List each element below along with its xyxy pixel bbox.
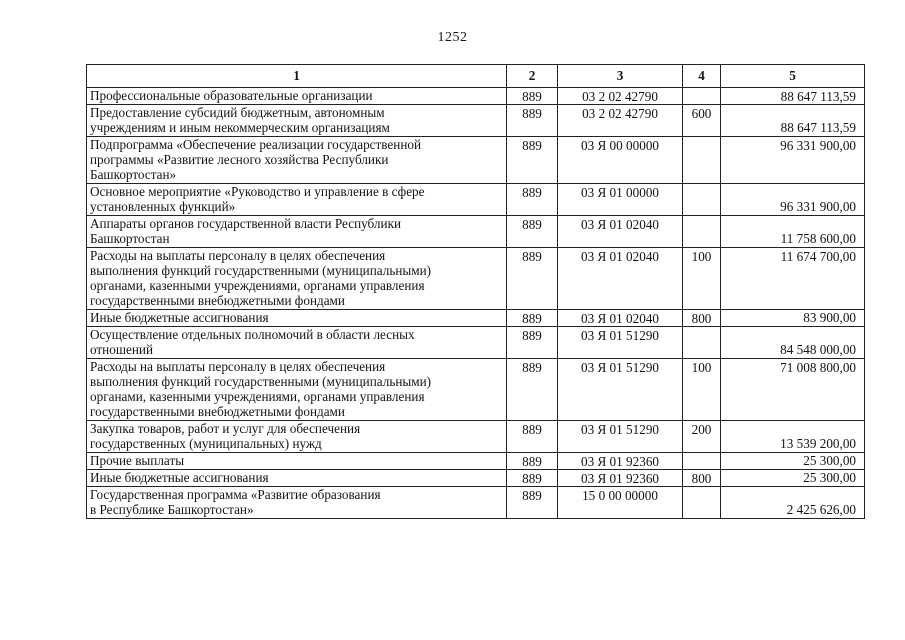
row-sum: 13 539 200,00	[721, 421, 865, 453]
table-row	[87, 184, 865, 216]
row-vr-code	[683, 88, 721, 105]
row-name-line: Подпрограмма «Обеспечение реализации государственной	[90, 137, 422, 152]
row-sum: 88 647 113,59	[721, 88, 865, 105]
table-row	[87, 487, 865, 519]
table-row	[87, 421, 865, 453]
table-row	[87, 105, 865, 137]
header-col-3: 3	[558, 65, 683, 88]
row-name-line: Расходы на выплаты персоналу в целях обеспечения	[90, 359, 386, 374]
row-name	[87, 470, 507, 487]
row-name	[87, 105, 507, 137]
row-vr-code	[683, 184, 721, 216]
row-code: 889	[507, 216, 558, 248]
row-code: 889	[507, 248, 558, 310]
row-name-line: отношений	[90, 342, 154, 357]
row-name-line: органами, казенными учреждениями, органами управления	[90, 389, 425, 404]
row-name-line: Государственная программа «Развитие образования	[90, 487, 381, 502]
header-col-4: 4	[683, 65, 721, 88]
row-name-line: государственными внебюджетными фондами	[90, 293, 345, 308]
row-code: 889	[507, 105, 558, 137]
row-code: 889	[507, 453, 558, 470]
row-name-line: Башкортостан»	[90, 167, 177, 182]
row-csr-code: 03 Я 00 00000	[558, 137, 683, 184]
row-name-line: государственных (муниципальных) нужд	[90, 436, 322, 451]
row-csr-code: 03 Я 01 92360	[558, 470, 683, 487]
row-csr-code: 03 Я 01 02040	[558, 310, 683, 327]
row-csr-code: 03 Я 01 51290	[558, 421, 683, 453]
table-row	[87, 216, 865, 248]
row-csr-code: 15 0 00 00000	[558, 487, 683, 519]
row-name-line: Прочие выплаты	[90, 453, 185, 468]
row-vr-code: 600	[683, 105, 721, 137]
row-vr-code	[683, 487, 721, 519]
row-name	[87, 421, 507, 453]
row-name-line: государственными внебюджетными фондами	[90, 404, 345, 419]
row-csr-code: 03 Я 01 02040	[558, 248, 683, 310]
row-code: 889	[507, 359, 558, 421]
row-name-line: Иные бюджетные ассигнования	[90, 310, 269, 325]
row-name-line: Аппараты органов государственной власти Республики	[90, 216, 402, 231]
table-row	[87, 88, 865, 105]
budget-table	[86, 64, 865, 519]
table-row	[87, 310, 865, 327]
row-sum: 84 548 000,00	[721, 327, 865, 359]
row-vr-code: 800	[683, 310, 721, 327]
row-name-line: выполнения функций государственными (муниципальными)	[90, 263, 432, 278]
row-sum: 25 300,00	[721, 453, 865, 470]
row-sum: 11 758 600,00	[721, 216, 865, 248]
row-name-line: Основное мероприятие «Руководство и управление в сфере	[90, 184, 425, 199]
header-col-2: 2	[507, 65, 558, 88]
row-vr-code: 100	[683, 359, 721, 421]
header-col-5: 5	[721, 65, 865, 88]
row-sum: 71 008 800,00	[721, 359, 865, 421]
row-name	[87, 248, 507, 310]
table-row	[87, 137, 865, 184]
row-code: 889	[507, 421, 558, 453]
row-vr-code	[683, 216, 721, 248]
row-name	[87, 216, 507, 248]
row-vr-code	[683, 453, 721, 470]
row-name-line: Башкортостан	[90, 231, 170, 246]
row-csr-code: 03 Я 01 51290	[558, 327, 683, 359]
table-header-row	[87, 65, 865, 88]
table-row	[87, 359, 865, 421]
row-code: 889	[507, 88, 558, 105]
row-code: 889	[507, 327, 558, 359]
row-name-line: Закупка товаров, работ и услуг для обеспечения	[90, 421, 361, 436]
row-name	[87, 453, 507, 470]
row-sum: 96 331 900,00	[721, 137, 865, 184]
row-vr-code: 100	[683, 248, 721, 310]
row-code: 889	[507, 487, 558, 519]
row-name	[87, 88, 507, 105]
row-name	[87, 359, 507, 421]
row-vr-code: 200	[683, 421, 721, 453]
row-code: 889	[507, 470, 558, 487]
row-csr-code: 03 Я 01 51290	[558, 359, 683, 421]
row-sum: 83 900,00	[721, 310, 865, 327]
row-name-line: Профессиональные образовательные организации	[90, 88, 373, 103]
row-name-line: Предоставление субсидий бюджетным, автономным	[90, 105, 385, 120]
row-sum: 96 331 900,00	[721, 184, 865, 216]
row-vr-code: 800	[683, 470, 721, 487]
row-code: 889	[507, 184, 558, 216]
row-name-line: Расходы на выплаты персоналу в целях обеспечения	[90, 248, 386, 263]
header-col-1: 1	[87, 65, 507, 88]
row-name-line: в Республике Башкортостан»	[90, 502, 254, 517]
table-body	[87, 88, 865, 519]
row-code: 889	[507, 310, 558, 327]
page-number: 1252	[437, 30, 468, 45]
row-name	[87, 184, 507, 216]
row-name-line: Иные бюджетные ассигнования	[90, 470, 269, 485]
row-name	[87, 310, 507, 327]
table-row	[87, 248, 865, 310]
row-name-line: выполнения функций государственными (муниципальными)	[90, 374, 432, 389]
row-name	[87, 487, 507, 519]
row-csr-code: 03 Я 01 00000	[558, 184, 683, 216]
row-vr-code	[683, 327, 721, 359]
row-name-line: учреждениям и иным некоммерческим организациям	[90, 120, 390, 135]
table-row	[87, 470, 865, 487]
row-code: 889	[507, 137, 558, 184]
row-name-line: программы «Развитие лесного хозяйства Республики	[90, 152, 389, 167]
row-name	[87, 137, 507, 184]
table-row	[87, 453, 865, 470]
row-csr-code: 03 Я 01 02040	[558, 216, 683, 248]
row-csr-code: 03 Я 01 92360	[558, 453, 683, 470]
row-sum: 11 674 700,00	[721, 248, 865, 310]
row-sum: 25 300,00	[721, 470, 865, 487]
row-name	[87, 327, 507, 359]
row-sum: 2 425 626,00	[721, 487, 865, 519]
row-sum: 88 647 113,59	[721, 105, 865, 137]
table-row	[87, 327, 865, 359]
row-vr-code	[683, 137, 721, 184]
row-name-line: органами, казенными учреждениями, органами управления	[90, 278, 425, 293]
row-name-line: Осуществление отдельных полномочий в области лесных	[90, 327, 415, 342]
row-name-line: установленных функций»	[90, 199, 236, 214]
row-csr-code: 03 2 02 42790	[558, 88, 683, 105]
row-csr-code: 03 2 02 42790	[558, 105, 683, 137]
